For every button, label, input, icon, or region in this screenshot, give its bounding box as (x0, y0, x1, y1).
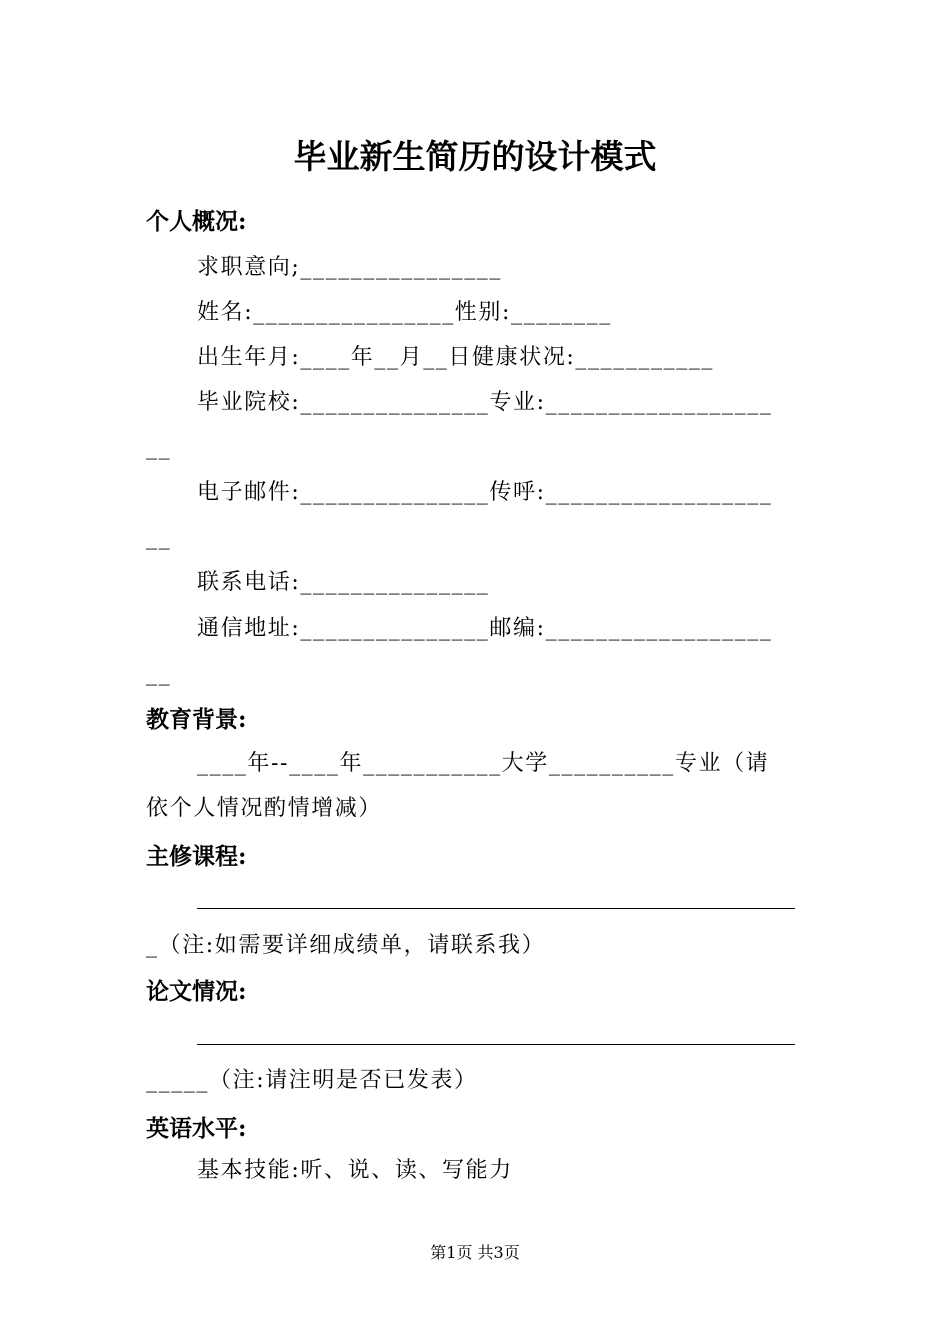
address-zip-line: 通信地址:_______________邮编:__________________ (197, 616, 773, 641)
thesis-blank-line (197, 1044, 795, 1045)
birth-health-line: 出生年月:____年__月__日健康状况:___________ (197, 345, 715, 370)
address-zip-continuation: __ (146, 661, 172, 686)
courses-blank-line (197, 908, 795, 909)
page-footer: 第1页 共3页 (430, 1243, 520, 1262)
section-heading-courses: 主修课程: (146, 843, 247, 870)
courses-note: _（注:如需要详细成绩单，请联系我） (146, 933, 546, 958)
school-major-line: 毕业院校:_______________专业:__________________ (197, 390, 773, 415)
email-pager-line: 电子邮件:_______________传呼:__________________ (197, 480, 773, 505)
thesis-note: _____（注:请注明是否已发表） (146, 1068, 478, 1093)
name-gender-line: 姓名:________________性别:________ (197, 300, 612, 325)
document-title: 毕业新生简历的设计模式 (293, 137, 657, 176)
education-line-2: 依个人情况酌情增减） (146, 796, 383, 821)
english-skills-line: 基本技能:听、说、读、写能力 (197, 1158, 513, 1183)
education-line-1: ____年--____年___________大学__________专业（请 (197, 751, 770, 776)
email-pager-continuation: __ (146, 525, 172, 550)
section-heading-education: 教育背景: (146, 706, 247, 733)
section-heading-thesis: 论文情况: (146, 978, 247, 1005)
section-heading-personal: 个人概况: (146, 208, 247, 235)
job-intent-line: 求职意向;________________ (197, 255, 503, 280)
section-heading-english: 英语水平: (146, 1115, 247, 1142)
phone-line: 联系电话:_______________ (197, 570, 490, 595)
school-major-continuation: __ (146, 435, 172, 460)
